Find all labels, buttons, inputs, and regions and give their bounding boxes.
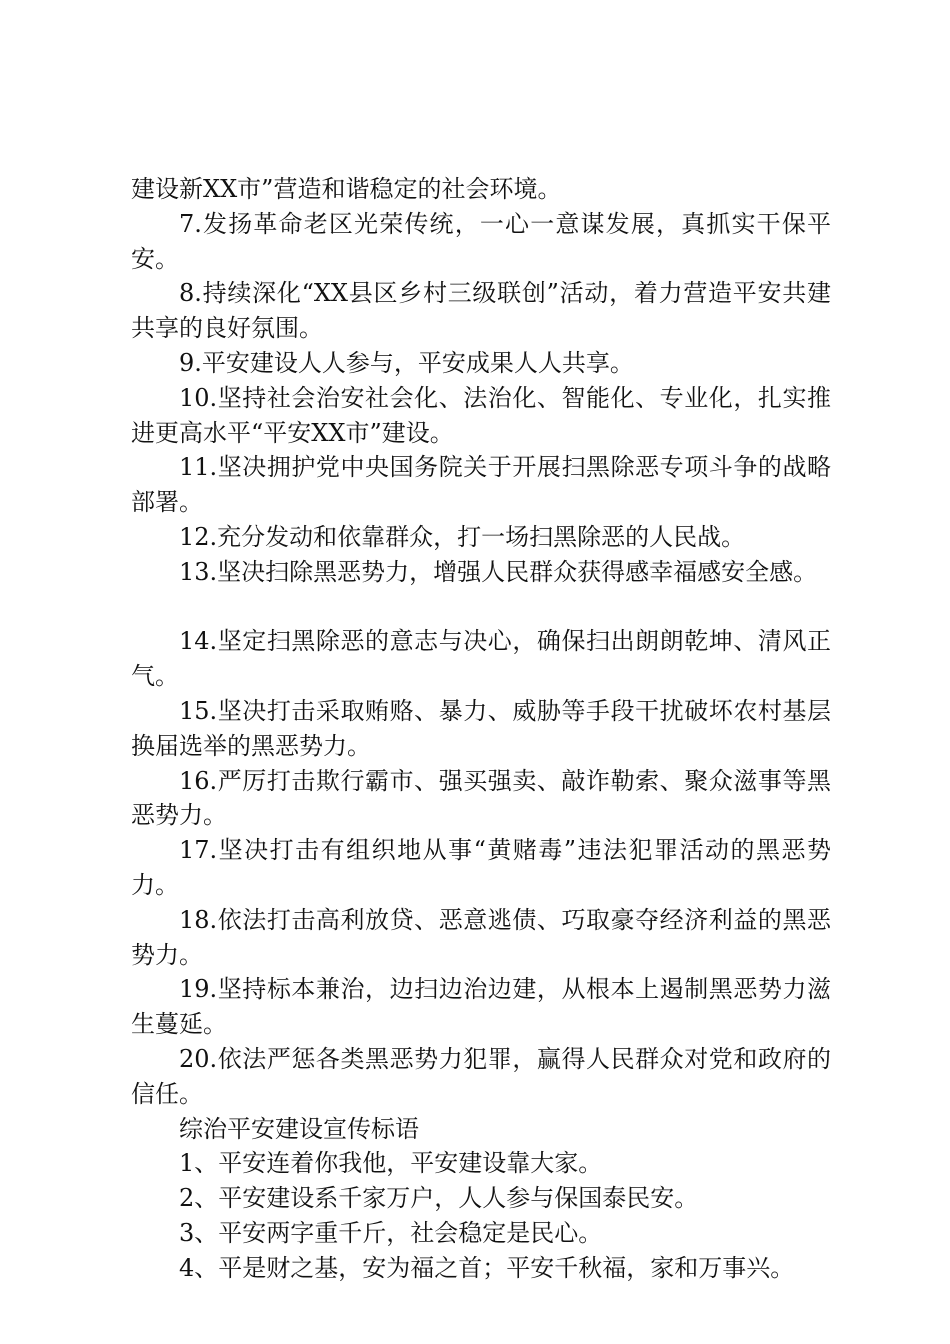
slogan-12: 12.充分发动和依靠群众，打一场扫黑除恶的人民战。: [179, 522, 746, 551]
slogan-item-4: 4、平是财之基，安为福之首；平安千秋福，家和万事兴。: [179, 1253, 795, 1282]
slogan-7: 7.发扬革命老区光荣传统，一心一意谋发展，真抓实干保平安。: [131, 209, 831, 273]
slogan-13: 13.坚决扫除黑恶势力，增强人民群众获得感幸福感安全感。: [179, 557, 818, 586]
slogan-item-3: 3、平安两字重千斤，社会稳定是民心。: [179, 1218, 603, 1247]
slogan-15: 15.坚决打击采取贿赂、暴力、威胁等手段干扰破坏农村基层换届选举的黑恶势力。: [131, 696, 831, 760]
slogan-20: 20.依法严惩各类黑恶势力犯罪，赢得人民群众对党和政府的信任。: [131, 1044, 831, 1108]
slogan-item-1: 1、平安连着你我他，平安建设靠大家。: [179, 1149, 603, 1178]
slogan-18: 18.依法打击高利放贷、恶意逃债、巧取豪夺经济利益的黑恶势力。: [131, 905, 831, 969]
section-heading: 综治平安建设宣传标语: [179, 1114, 419, 1143]
slogan-11: 11.坚决拥护党中央国务院关于开展扫黑除恶专项斗争的战略部署。: [131, 453, 831, 517]
slogan-item-2: 2、平安建设系千家万户，人人参与保国泰民安。: [179, 1184, 699, 1213]
paragraph-continuation: 建设新XX市”营造和谐稳定的社会环境。: [131, 175, 562, 203]
slogan-9: 9.平安建设人人参与，平安成果人人共享。: [179, 348, 634, 377]
slogan-19: 19.坚持标本兼治，边扫边治边建，从根本上遏制黑恶势力滋生蔓延。: [131, 975, 831, 1039]
document-body: [131, 172, 831, 1286]
slogan-8: 8.持续深化“XX县区乡村三级联创”活动，着力营造平安共建共享的良好氛围。: [131, 279, 831, 343]
slogan-17: 17.坚决打击有组织地从事“黄赌毒”违法犯罪活动的黑恶势力。: [131, 836, 831, 899]
slogan-10: 10.坚持社会治安社会化、法治化、智能化、专业化，扎实推进更高水平“平安XX市”建设。: [131, 383, 831, 447]
slogan-14: 14.坚定扫黑除恶的意志与决心，确保扫出朗朗乾坤、清风正气。: [131, 627, 831, 691]
slogan-16: 16.严厉打击欺行霸市、强买强卖、敲诈勒索、聚众滋事等黑恶势力。: [131, 766, 831, 830]
blank-line: [131, 590, 831, 625]
